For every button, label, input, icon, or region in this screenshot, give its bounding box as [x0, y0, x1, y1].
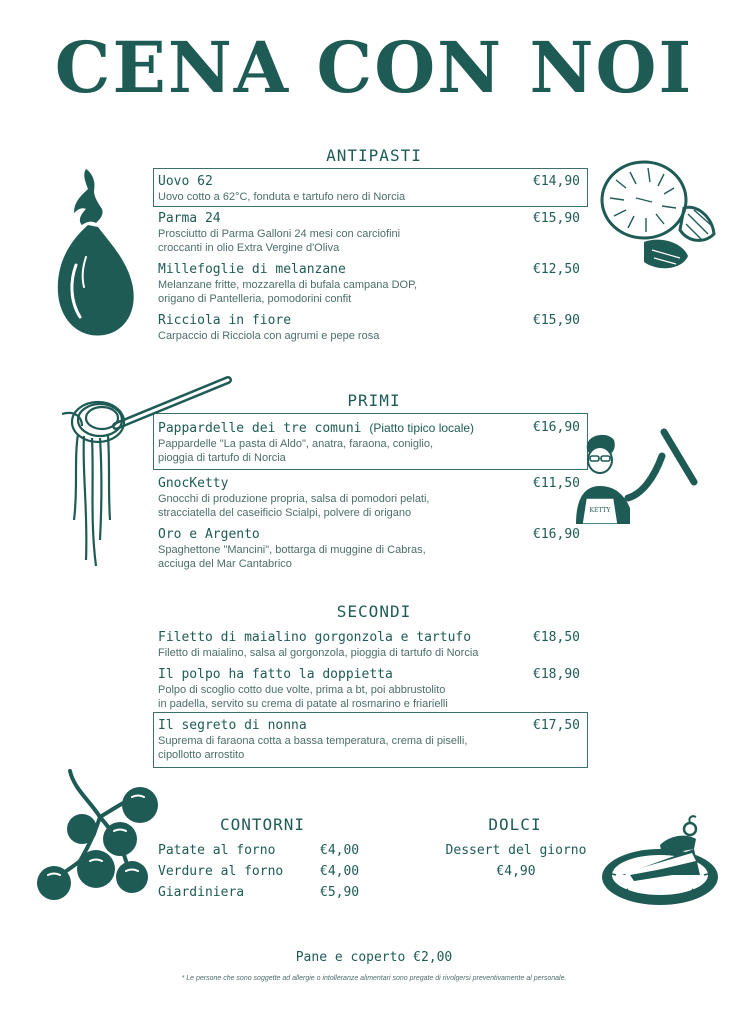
- eggplant-icon: [52, 165, 142, 345]
- item-desc: croccanti in olio Extra Vergine d'Oliva: [158, 242, 340, 254]
- item-desc: Carpaccio di Ricciola con agrumi e pepe rosa: [158, 330, 380, 342]
- item-note: (Piatto tipico locale): [369, 421, 475, 435]
- section-title-contorni: CONTORNI: [219, 815, 306, 834]
- item-name: Il polpo ha fatto la doppietta: [158, 667, 393, 682]
- item-desc: in padella, servito su crema di patate al rosmarino e friarielli: [158, 698, 448, 710]
- contorno-name: Giardiniera: [158, 885, 245, 900]
- section-title-antipasti: ANTIPASTI: [326, 146, 422, 165]
- item-desc: Suprema di faraona cotta a bassa temperatura, crema di piselli,: [158, 735, 468, 747]
- dolce-name: Dessert del giorno: [445, 843, 587, 858]
- item-desc: Spaghettone "Mancini", bottarga di muggine di Cabras,: [158, 544, 426, 556]
- spaghetti-fork-icon: [56, 370, 242, 570]
- item-desc: cipollotto arrostito: [158, 749, 245, 761]
- item-name: Oro e Argento: [158, 527, 260, 542]
- pane-coperto: Pane e coperto €2,00: [295, 950, 453, 965]
- item-name: Il segreto di nonna: [158, 718, 307, 733]
- item-price: €16,90: [533, 527, 580, 542]
- dolce-price: €4,90: [496, 864, 536, 879]
- menu-item-uovo-62: [158, 174, 584, 204]
- apron-text: KETTY: [589, 507, 611, 514]
- menu-item-polpo: [158, 667, 584, 711]
- section-title-primi: PRIMI: [347, 391, 401, 410]
- contorno-price: €4,00: [320, 843, 360, 858]
- chef-woman-icon: [568, 428, 700, 524]
- item-price: €15,90: [533, 211, 580, 226]
- allergy-note: * Le persone che sono soggette ad allergie o intolleranze alimentari sono pregate di rivolgersi preventivamente al personale.: [181, 975, 567, 982]
- item-price: €14,90: [533, 174, 580, 189]
- item-desc: Polpo di scoglio cotto due volte, prima a bt, poi abbrustolito: [158, 684, 446, 696]
- item-desc: origano di Pantelleria, pomodorini confit: [158, 293, 352, 305]
- item-name: Parma 24: [158, 211, 221, 226]
- item-price: €16,90: [533, 420, 580, 435]
- contorno-price: €4,00: [320, 864, 360, 879]
- item-price: €12,50: [533, 262, 580, 277]
- item-name: Millefoglie di melanzane: [158, 262, 346, 277]
- item-price: €18,90: [533, 667, 580, 682]
- item-name: Pappardelle dei tre comuni: [158, 421, 362, 436]
- menu-item-millefoglie: [158, 262, 584, 306]
- item-desc: stracciatella del caseificio Scialpi, polvere di origano: [158, 507, 412, 519]
- item-desc: Uovo cotto a 62°C, fonduta e tartufo nero di Norcia: [158, 191, 406, 203]
- cherry-tomatoes-icon: [30, 765, 165, 905]
- truffle-icon: [596, 158, 721, 276]
- contorno-name: Patate al forno: [158, 843, 276, 858]
- item-desc: Melanzane fritte, mozzarella di bufala campana DOP,: [158, 279, 418, 291]
- menu-title: CENA CON NOI: [54, 26, 694, 109]
- item-name: Ricciola in fiore: [158, 313, 292, 328]
- item-desc: acciuga del Mar Cantabrico: [158, 558, 292, 570]
- item-desc: pioggia di tartufo di Norcia: [158, 452, 286, 464]
- cake-slice-icon: [600, 815, 725, 910]
- contorno-price: €5,90: [320, 885, 360, 900]
- item-name: Uovo 62: [158, 174, 213, 189]
- item-desc: Pappardelle "La pasta di Aldo", anatra, faraona, coniglio,: [158, 438, 434, 450]
- section-title-dolci: DOLCI: [488, 815, 542, 834]
- menu-item-ricciola: [158, 313, 584, 343]
- item-price: €15,90: [533, 313, 580, 328]
- menu-item-segreto-nonna: [158, 718, 584, 762]
- item-price: €18,50: [533, 630, 580, 645]
- item-desc: Prosciutto di Parma Galloni 24 mesi con carciofini: [158, 228, 401, 240]
- contorno-name: Verdure al forno: [158, 864, 284, 879]
- item-desc: Gnocchi di produzione propria, salsa di pomodori pelati,: [158, 493, 430, 505]
- item-name: Filetto di maialino gorgonzola e tartufo: [158, 630, 472, 645]
- item-desc: Filetto di maialino, salsa al gorgonzola, pioggia di tartufo di Norcia: [158, 647, 479, 659]
- item-price: €17,50: [533, 718, 580, 733]
- menu-item-filetto: [158, 630, 584, 660]
- section-title-secondi: SECONDI: [336, 602, 412, 621]
- item-name: GnocKetty: [158, 476, 229, 491]
- item-price: €11,50: [533, 476, 580, 491]
- menu-item-parma-24: [158, 211, 584, 255]
